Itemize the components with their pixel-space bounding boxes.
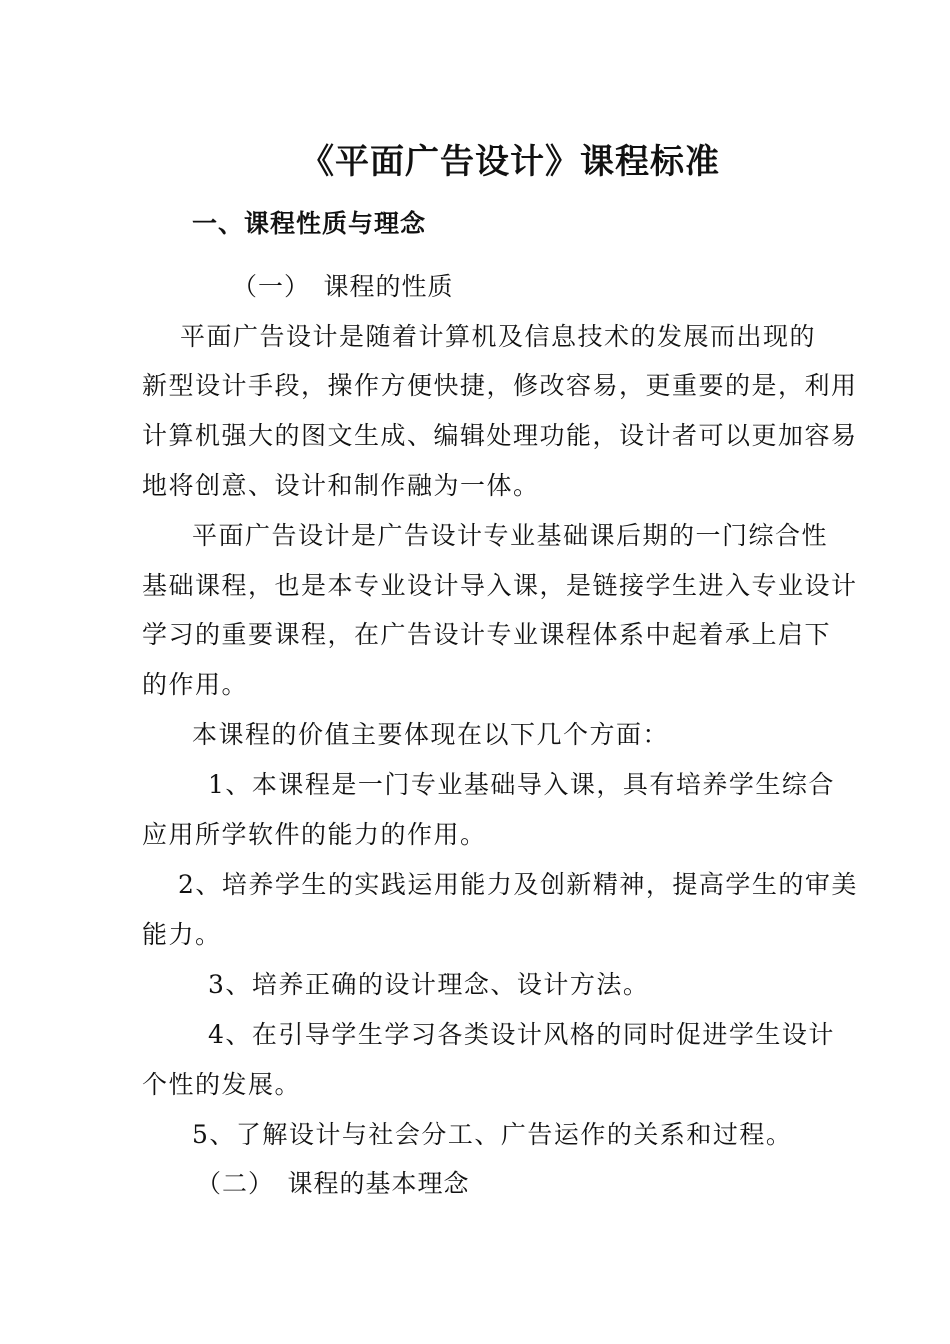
section-heading-1: 一、课程性质与理念 [192, 209, 427, 238]
list-item-3: 3、培养正确的设计理念、设计方法。 [208, 970, 650, 999]
paragraph-2-line-2: 基础课程，也是本专业设计导入课，是链接学生进入专业设计 [142, 571, 858, 600]
paragraph-2-line-4: 的作用。 [142, 670, 249, 699]
list-item-4-line-1: 4、在引导学生学习各类设计风格的同时促进学生设计 [208, 1020, 835, 1049]
paragraph-1-line-2: 新型设计手段，操作方便快捷，修改容易，更重要的是，利用 [142, 371, 858, 400]
list-item-2-line-2: 能力。 [142, 920, 222, 949]
paragraph-2-line-1: 平面广告设计是广告设计专业基础课后期的一门综合性 [192, 521, 829, 550]
list-item-4-line-2: 个性的发展。 [142, 1070, 302, 1099]
paragraph-1-line-1: 平面广告设计是随着计算机及信息技术的发展而出现的 [180, 322, 817, 351]
paragraph-1-line-3: 计算机强大的图文生成、编辑处理功能，设计者可以更加容易 [142, 421, 858, 450]
paragraph-3: 本课程的价值主要体现在以下几个方面： [192, 720, 670, 749]
document-title: 《平面广告设计》课程标准 [300, 142, 720, 182]
paragraph-2-line-3: 学习的重要课程，在广告设计专业课程体系中起着承上启下 [142, 620, 832, 649]
paragraph-1-line-4: 地将创意、设计和制作融为一体。 [142, 471, 540, 500]
list-item-5: 5、了解设计与社会分工、广告运作的关系和过程。 [192, 1120, 793, 1149]
list-item-1-line-1: 1、本课程是一门专业基础导入课，具有培养学生综合 [208, 770, 835, 799]
subsection-heading-2: （二） 课程的基本理念 [196, 1169, 470, 1198]
list-item-2-line-1: 2、培养学生的实践运用能力及创新精神，提高学生的审美 [178, 870, 858, 899]
subsection-heading-1: （一） 课程的性质 [232, 272, 454, 301]
list-item-1-line-2: 应用所学软件的能力的作用。 [142, 820, 487, 849]
